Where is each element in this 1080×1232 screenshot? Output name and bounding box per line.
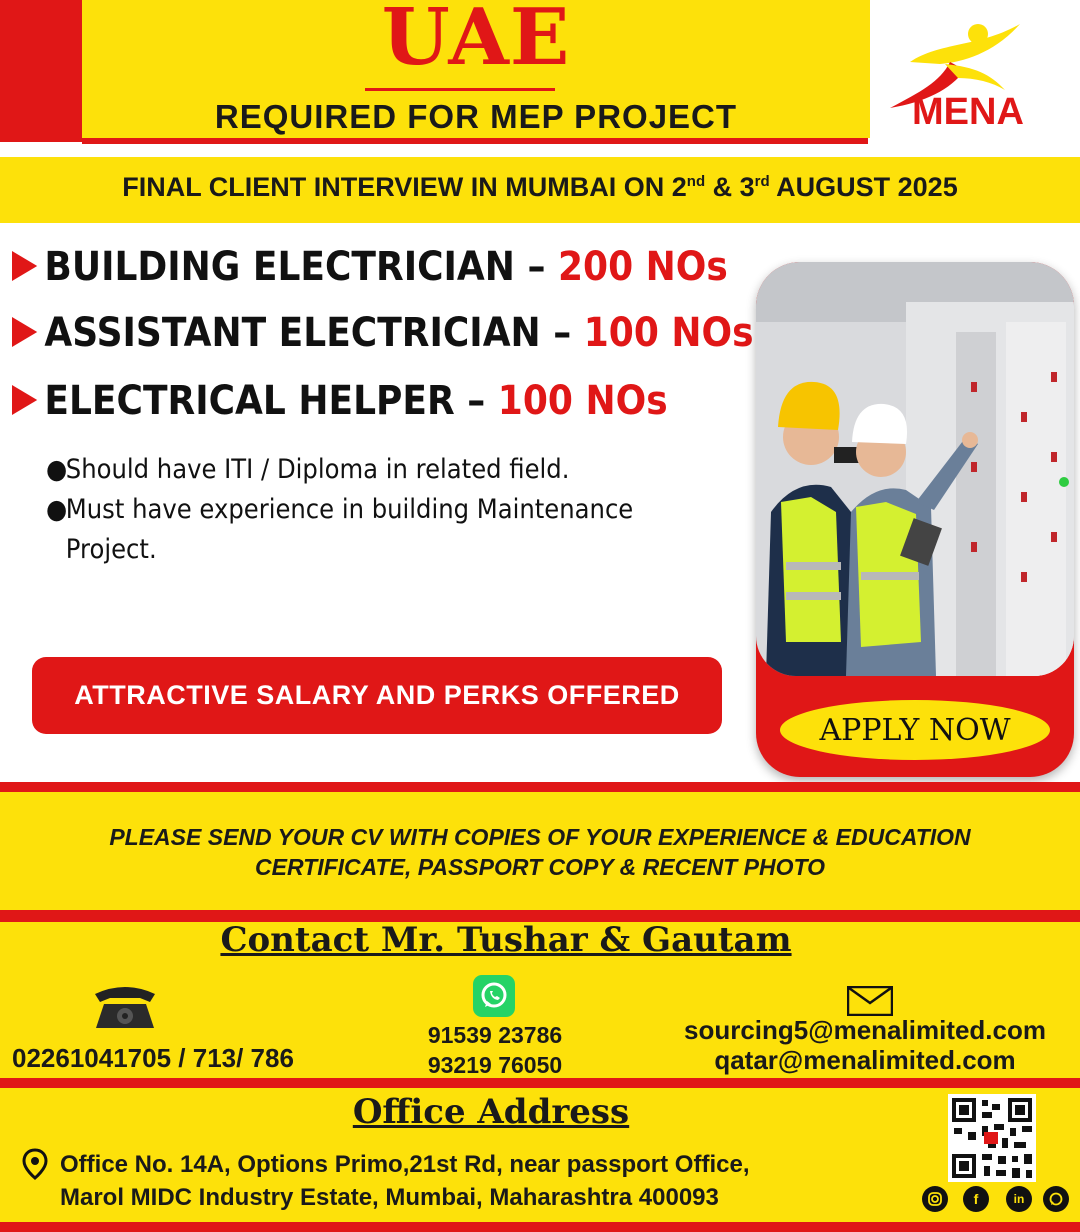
office-address: Office No. 14A, Options Primo,21st Rd, near passport Office, Marol MIDC Industry Estate, Mumbai, Maharashtra 400093 [60, 1151, 750, 1211]
header-red-line [82, 138, 868, 144]
arrow-icon [12, 385, 37, 415]
phone-number[interactable]: 02261041705 / 713/ 786 [12, 1043, 294, 1073]
divider-line [0, 1078, 1080, 1088]
list-item: ● Should have ITI / Diploma in related field. [46, 454, 570, 485]
requirements-list [46, 450, 633, 570]
svg-text:MENA: MENA [912, 91, 1024, 132]
position-assistant-electrician: ASSISTANT ELECTRICIAN – 100 NOs [12, 310, 754, 356]
interview-date-text: FINAL CLIENT INTERVIEW IN MUMBAI ON 2nd & 3rd AUGUST 2025 [122, 172, 958, 202]
linkedin-icon[interactable]: in [1006, 1186, 1032, 1212]
salary-perks-button[interactable]: ATTRACTIVE SALARY AND PERKS OFFERED [32, 657, 722, 734]
arrow-icon [12, 251, 37, 281]
location-pin-icon [22, 1148, 48, 1185]
whatsapp-small-icon[interactable] [1043, 1186, 1069, 1212]
qr-code-icon[interactable] [948, 1094, 1036, 1187]
whatsapp-number[interactable]: 93219 76050 [427, 1052, 563, 1078]
list-item: ● Must have experience in building Maintenance [46, 494, 634, 525]
project-subtitle: REQUIRED FOR MEP PROJECT [214, 98, 738, 135]
contact-title: Contact Mr. Tushar & Gautam [220, 920, 792, 960]
country-title: UAE [381, 0, 571, 83]
electricians-photo [756, 262, 1074, 676]
facebook-icon[interactable]: f [963, 1186, 989, 1212]
whatsapp-icon [473, 975, 515, 1022]
whatsapp-numbers [380, 1020, 610, 1080]
cv-instructions: PLEASE SEND YOUR CV WITH COPIES OF YOUR EXPERIENCE & EDUCATION CERTIFICATE, PASSPORT COPY & RECENT PHOTO [109, 824, 971, 880]
list-item: Project. [65, 534, 157, 565]
position-electrical-helper: ELECTRICAL HELPER – 100 NOs [12, 378, 668, 424]
header-red-block [0, 0, 82, 142]
email-link[interactable]: qatar@menalimited.com [714, 1045, 1016, 1075]
apply-now-button[interactable]: APPLY NOW [780, 700, 1050, 760]
email-addresses [660, 1015, 1070, 1075]
title-underline [365, 88, 555, 91]
position-building-electrician: BUILDING ELECTRICIAN – 200 NOs [12, 244, 728, 290]
arrow-icon [12, 317, 37, 347]
office-title: Office Address [352, 1092, 630, 1132]
telephone-icon [90, 982, 160, 1035]
email-link[interactable]: sourcing5@menalimited.com [684, 1015, 1046, 1045]
bottom-border [0, 1222, 1080, 1232]
divider-line [0, 782, 1080, 792]
whatsapp-number[interactable]: 91539 23786 [427, 1022, 563, 1048]
mena-logo [880, 12, 1070, 132]
instagram-icon[interactable] [922, 1186, 948, 1212]
